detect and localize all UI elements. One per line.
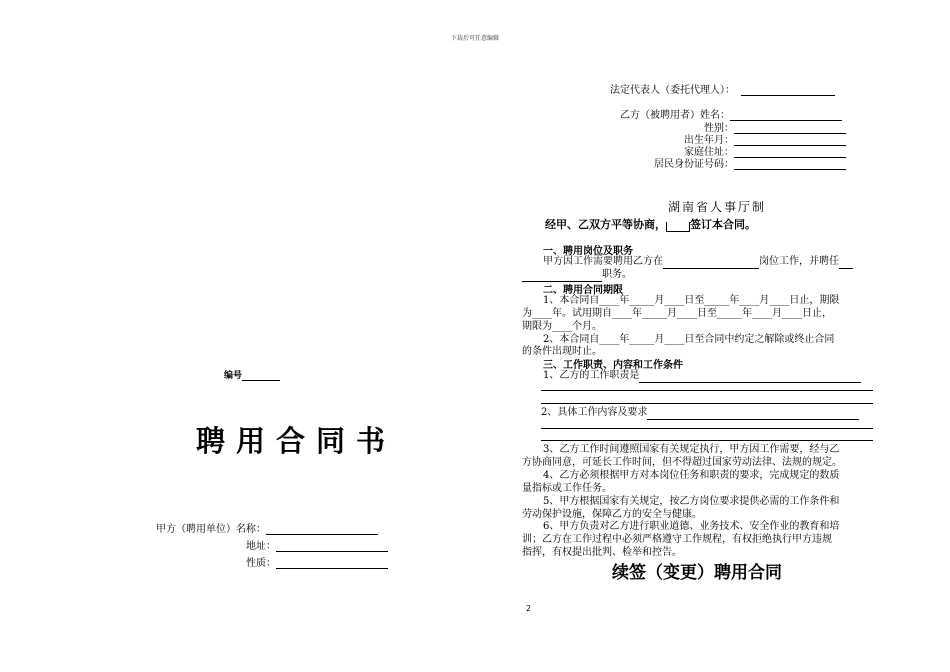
section-3-title: 三、工作职责、内容和工作条件 — [543, 360, 683, 371]
section-3-p3-l1: 3、乙方工作时间遵照国家有关规定执行，甲方因工作需要，经与乙 — [543, 444, 840, 455]
section-1-line1 — [543, 255, 853, 269]
party-a-nature-label: 性质： — [246, 558, 276, 569]
post-blank[interactable] — [663, 268, 759, 269]
section-3-p4-l1: 4、乙方必须根据甲方对本岗位任务和职责的要求，完成规定的数质 — [543, 470, 840, 481]
party-a-nature-row — [246, 554, 388, 569]
party-a-name-label: 甲方（聘用单位）名称： — [156, 524, 266, 535]
legal-rep-row — [610, 81, 835, 96]
legal-rep-label: 法定代表人（委托代理人）： — [610, 85, 735, 96]
work-blank-3[interactable] — [541, 440, 873, 441]
section-1-text-a: 甲方因工作需要聘用乙方在 — [543, 256, 663, 267]
renewal-title: 续签（变更）聘用合同 — [612, 563, 782, 583]
contract-title: 聘用合同书 — [196, 424, 397, 458]
section-1-text-b: 岗位工作，并聘任 — [759, 256, 839, 267]
header-note: 下载后可任意编辑 — [450, 35, 499, 42]
work-blank-2[interactable] — [541, 428, 873, 429]
section-2-p2-l1: 2、本合同自____年_____月____日至合同中约定之解除或终止合同 — [543, 334, 835, 345]
party-a-nature-blank[interactable] — [276, 568, 388, 569]
section-3-p5-l1: 5、甲方根据国家有关规定，按乙方岗位要求提供必需的工作条件和 — [543, 496, 840, 507]
issuer-line: 湖南省人事厅制 — [668, 200, 767, 214]
section-2-title: 二、聘用合同期限 — [543, 285, 623, 296]
intro-blank[interactable] — [666, 222, 690, 232]
party-a-address-row — [246, 537, 388, 552]
section-3-p6-l2: 训；乙方在工作过程中必须严格遵守工作规程，有权拒绝执行甲方违规 — [522, 534, 832, 545]
party-b-address-label: 家庭住址： — [684, 147, 734, 158]
section-1-line2 — [522, 268, 632, 282]
section-3-p4-l2: 量指标或工作任务。 — [522, 483, 612, 494]
duty-label: 1、乙方的工作职责是 — [543, 370, 640, 381]
legal-rep-blank[interactable] — [741, 95, 835, 96]
section-3-p6-l3: 指挥，有权提出批判、检举和控告。 — [522, 547, 682, 558]
section-1-text-c: 职务。 — [602, 269, 632, 280]
section-3-item2 — [541, 406, 859, 420]
party-a-address-blank[interactable] — [276, 551, 388, 552]
section-1-title: 一、聘用岗位及职务 — [543, 246, 633, 257]
party-b-name-label: 乙方（被聘用者）姓名： — [620, 110, 730, 121]
intro-text: 经甲、乙双方平等协商， — [545, 218, 666, 231]
party-b-gender-label: 性别： — [704, 123, 734, 134]
section-3-p6-l1: 6、甲方负责对乙方进行职业道德、业务技术、安全作业的教育和培 — [543, 521, 840, 532]
intro-end: 签订本合同。 — [690, 218, 756, 231]
section-2-p1-l1: 1、本合同自____年_____月____日至_____年____月____日止，期限 — [543, 295, 840, 306]
section-3-item1 — [543, 369, 861, 383]
section-2-p1-l3: 期限为____个月。 — [522, 321, 602, 332]
duty-blank-1[interactable] — [639, 382, 861, 383]
party-a-name-row — [156, 520, 378, 535]
work-content-label: 2、具体工作内容及要求 — [541, 407, 648, 418]
title-blank-1[interactable] — [839, 268, 853, 269]
contract-number-blank[interactable] — [242, 380, 280, 381]
section-3-p5-l2: 劳动保护设施，保障乙方的安全与健康。 — [522, 509, 702, 520]
contract-number-field — [224, 368, 280, 381]
party-a-name-blank[interactable] — [266, 534, 378, 535]
section-2-p1-l2: 为____年。试用期自____年_____月____日至_____年____月____日止， — [522, 308, 832, 319]
duty-blank-3[interactable] — [541, 403, 873, 404]
duty-blank-2[interactable] — [541, 390, 873, 391]
party-b-id-label: 居民身份证号码： — [654, 159, 734, 170]
page-number: 2 — [526, 604, 532, 613]
intro-line — [545, 216, 756, 232]
work-blank-1[interactable] — [647, 419, 859, 420]
party-b-birth-label: 出生年月： — [684, 135, 734, 146]
section-3-p3-l2: 方协商同意，可延长工作时间，但不得超过国家劳动法律、法规的规定。 — [522, 457, 842, 468]
contract-number-label: 编号 — [224, 371, 243, 381]
section-2-p2-l2: 的条件出现时止。 — [522, 346, 602, 357]
party-b-id-blank[interactable] — [734, 169, 846, 170]
party-a-address-label: 地址： — [246, 541, 276, 552]
party-b-id-row — [560, 155, 846, 170]
